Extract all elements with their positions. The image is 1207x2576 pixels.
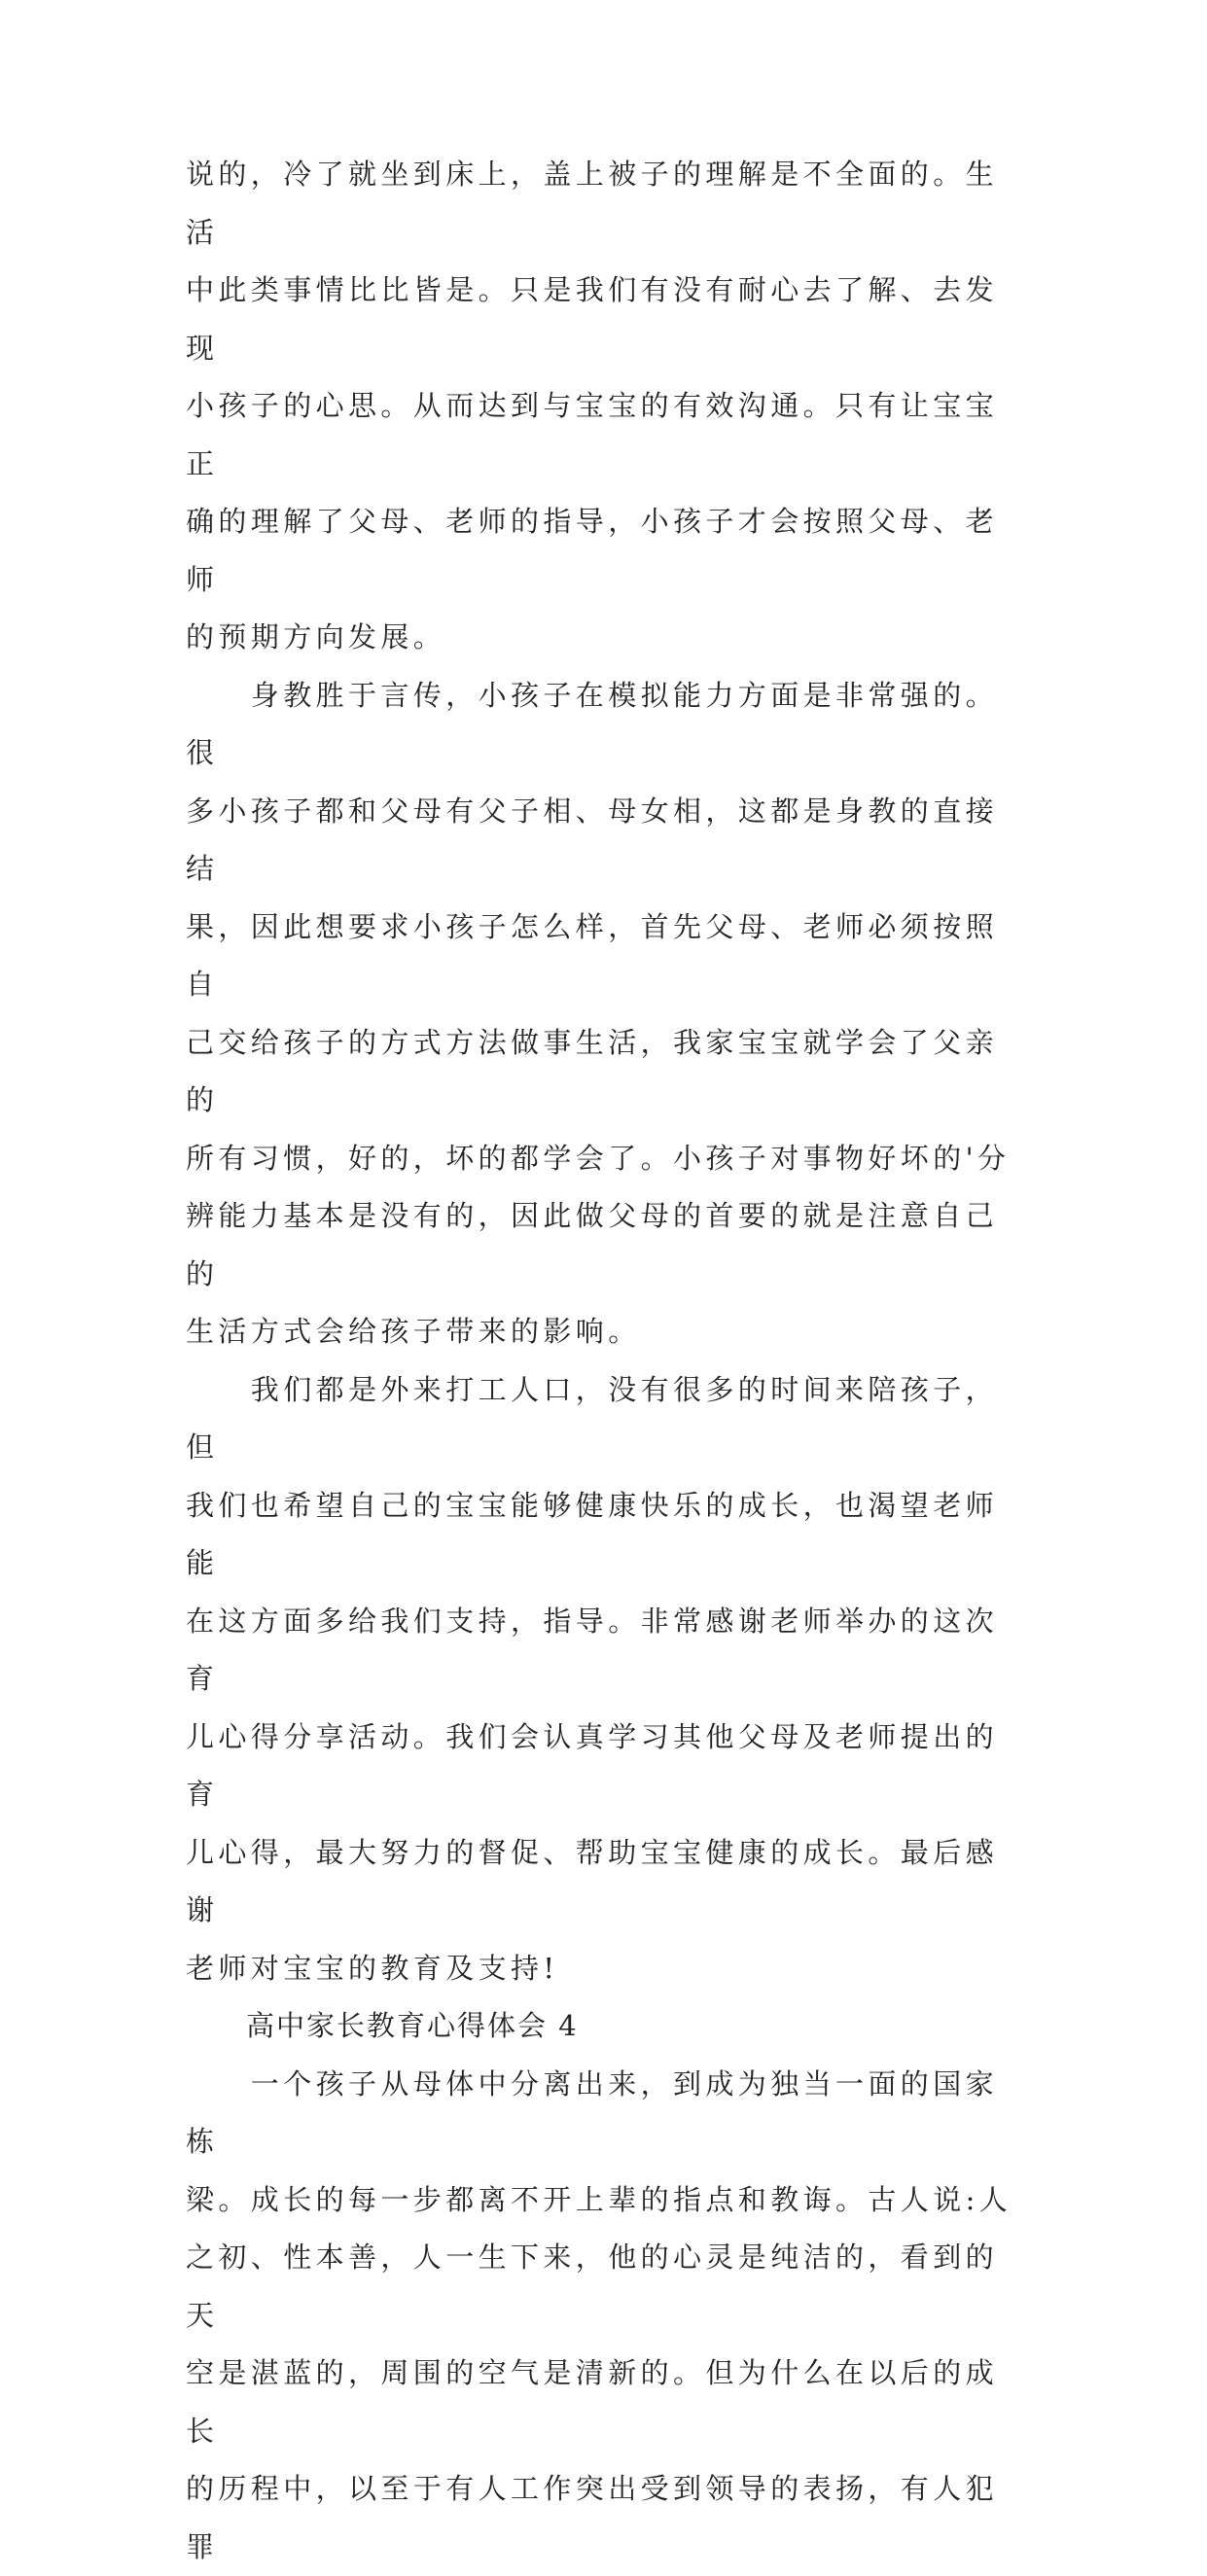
paragraph-1: 说的，冷了就坐到床上，盖上被子的理解是不全面的。生活 中此类事情比比皆是。只是我们有没有耐心去了解、去发现 小孩子的心思。从而达到与宝宝的有效沟通。只有让宝宝正 确的理解了父母、老师的指导，小孩子才会按照父母、老师 的预期方向发展。: [186, 146, 1022, 667]
document-body: [186, 146, 1022, 2576]
paragraph-2: 身教胜于言传，小孩子在模拟能力方面是非常强的。很 多小孩子都和父母有父子相、母女相，这都是身教的直接结 果，因此想要求小孩子怎么样，首先父母、老师必须按照自 己交给孩子的方式方法做事生活，我家宝宝就学会了父亲的 所有习惯，好的，坏的都学会了。小孩子对事物好坏的'分 辨能力基本是没有的，因此做父母的首要的就是注意自己的 生活方式会给孩子带来的影响。: [186, 667, 1022, 1361]
paragraph-3: 我们都是外来打工人口，没有很多的时间来陪孩子，但 我们也希望自己的宝宝能够健康快乐的成长，也渴望老师能 在这方面多给我们支持，指导。非常感谢老师举办的这次育 儿心得分享活动。我们会认真学习其他父母及老师提出的育 儿心得，最大努力的督促、帮助宝宝健康的成长。最后感谢 老师对宝宝的教育及支持!: [186, 1361, 1022, 1998]
paragraph-4: 一个孩子从母体中分离出来，到成为独当一面的国家栋 梁。成长的每一步都离不开上辈的指点和教诲。古人说:人 之初、性本善，人一生下来，他的心灵是纯洁的，看到的天 空是湛蓝的，周围的空气是清新的。但为什么在以后的成长 的历程中，以至于有人工作突出受到领导的表扬，有人犯罪: [186, 2056, 1022, 2576]
section-heading: 高中家长教育心得体会 4: [186, 1997, 1022, 2056]
